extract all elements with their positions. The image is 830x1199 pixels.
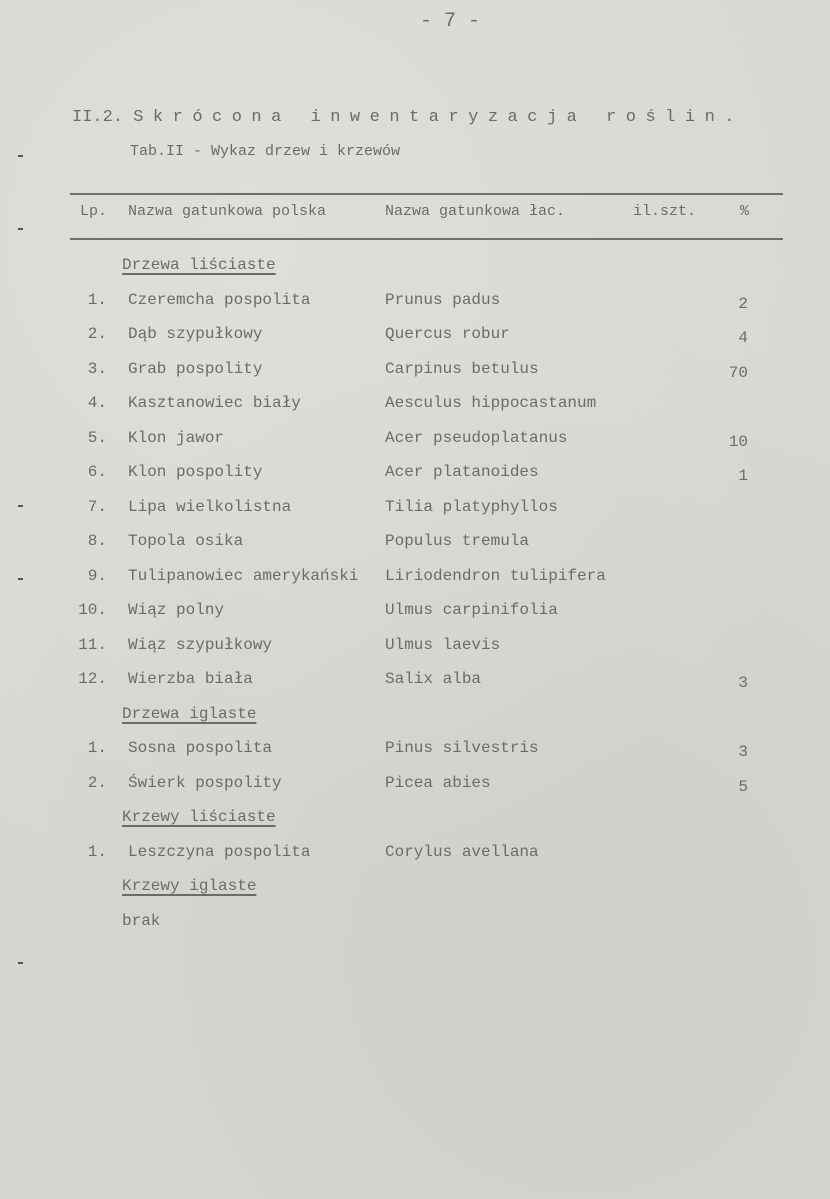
latin-name: Acer platanoides [385, 463, 539, 481]
margin-mark [18, 505, 23, 507]
row-number: 3. [87, 359, 107, 378]
row-number: 12. [78, 670, 107, 688]
col-percent: % [740, 203, 750, 220]
polish-name: Lipa wielkolistna [128, 497, 292, 516]
section-note: brak [122, 911, 161, 930]
table-row [0, 524, 830, 559]
polish-name: Świerk pospolity [128, 773, 282, 792]
section-line [0, 869, 830, 904]
percent-value: 3 [738, 674, 748, 692]
col-latin-name: Nazwa gatunkowa łac. [385, 203, 566, 220]
latin-name: Quercus robur [385, 325, 510, 343]
polish-name: Wiąz polny [128, 601, 225, 619]
row-number: 4. [87, 394, 107, 412]
latin-name: Carpinus betulus [385, 359, 539, 378]
latin-name: Picea abies [385, 773, 491, 792]
row-number: 10. [78, 601, 107, 619]
table-row [0, 455, 830, 490]
percent-value: 3 [738, 743, 748, 761]
polish-name: Sosna pospolita [128, 739, 273, 757]
note-line [0, 904, 830, 939]
col-lp: Lp. [80, 203, 108, 220]
row-number: 5. [87, 428, 107, 447]
table-body [0, 248, 830, 938]
latin-name: Ulmus laevis [385, 635, 501, 654]
row-number: 11. [78, 635, 107, 654]
margin-mark [18, 228, 23, 230]
polish-name: Klon pospolity [128, 463, 263, 481]
section-title: Krzewy liściaste [122, 808, 276, 826]
row-number: 1. [87, 842, 107, 861]
row-number: 8. [87, 532, 107, 550]
table-row [0, 352, 830, 387]
row-number: 2. [87, 773, 107, 792]
percent-value: 2 [738, 294, 748, 313]
margin-mark [18, 155, 23, 157]
table-row [0, 835, 830, 870]
table-row [0, 490, 830, 525]
header-rule-bottom [70, 238, 783, 240]
row-number: 2. [87, 325, 107, 343]
latin-name: Prunus padus [385, 290, 501, 309]
polish-name: Czeremcha pospolita [128, 290, 311, 309]
table-row [0, 593, 830, 628]
polish-name: Leszczyna pospolita [128, 842, 311, 861]
polish-name: Grab pospolity [128, 359, 263, 378]
percent-value: 5 [738, 777, 748, 796]
table-row [0, 317, 830, 352]
latin-name: Liriodendron tulipifera [385, 566, 606, 585]
row-number: 1. [87, 290, 107, 309]
polish-name: Klon jawor [128, 428, 225, 447]
latin-name: Aesculus hippocastanum [385, 394, 597, 412]
table-caption: Tab.II - Wykaz drzew i krzewów [130, 143, 401, 160]
section-line [0, 697, 830, 732]
section-title: Krzewy iglaste [122, 877, 257, 895]
table-row [0, 386, 830, 421]
col-polish-name: Nazwa gatunkowa polska [128, 203, 327, 220]
row-number: 1. [87, 739, 107, 757]
heading-title: Skrócona inwentaryzacja roślin. [133, 108, 744, 127]
section-heading [72, 108, 744, 127]
latin-name: Tilia platyphyllos [385, 497, 558, 516]
polish-name: Wierzba biała [128, 670, 253, 688]
polish-name: Tulipanowiec amerykański [128, 566, 359, 585]
polish-name: Wiąz szypułkowy [128, 635, 273, 654]
table-header [0, 203, 830, 225]
table-row [0, 421, 830, 456]
section-title: Drzewa iglaste [122, 704, 257, 723]
table-row [0, 766, 830, 801]
polish-name: Kasztanowiec biały [128, 394, 301, 412]
latin-name: Ulmus carpinifolia [385, 601, 558, 619]
latin-name: Corylus avellana [385, 842, 539, 861]
section-line [0, 800, 830, 835]
section-line [0, 248, 830, 283]
latin-name: Acer pseudoplatanus [385, 428, 568, 447]
table-row [0, 559, 830, 594]
percent-value: 10 [728, 432, 748, 451]
heading-number: II.2. [72, 108, 124, 127]
table-row [0, 283, 830, 318]
percent-value: 1 [738, 467, 748, 485]
col-count: il.szt. [633, 203, 697, 220]
row-number: 6. [87, 463, 107, 481]
percent-value: 70 [728, 363, 748, 382]
page-number: - 7 - [420, 10, 481, 33]
row-number: 9. [87, 566, 107, 585]
percent-value: 4 [738, 329, 748, 347]
latin-name: Salix alba [385, 670, 482, 688]
header-rule-top [70, 193, 783, 195]
table-row [0, 731, 830, 766]
margin-mark [18, 578, 23, 580]
latin-name: Populus tremula [385, 532, 530, 550]
row-number: 7. [87, 497, 107, 516]
section-title: Drzewa liściaste [122, 256, 276, 274]
polish-name: Dąb szypułkowy [128, 325, 263, 343]
table-row [0, 662, 830, 697]
latin-name: Pinus silvestris [385, 739, 539, 757]
margin-mark [18, 962, 23, 964]
polish-name: Topola osika [128, 532, 244, 550]
table-row [0, 628, 830, 663]
